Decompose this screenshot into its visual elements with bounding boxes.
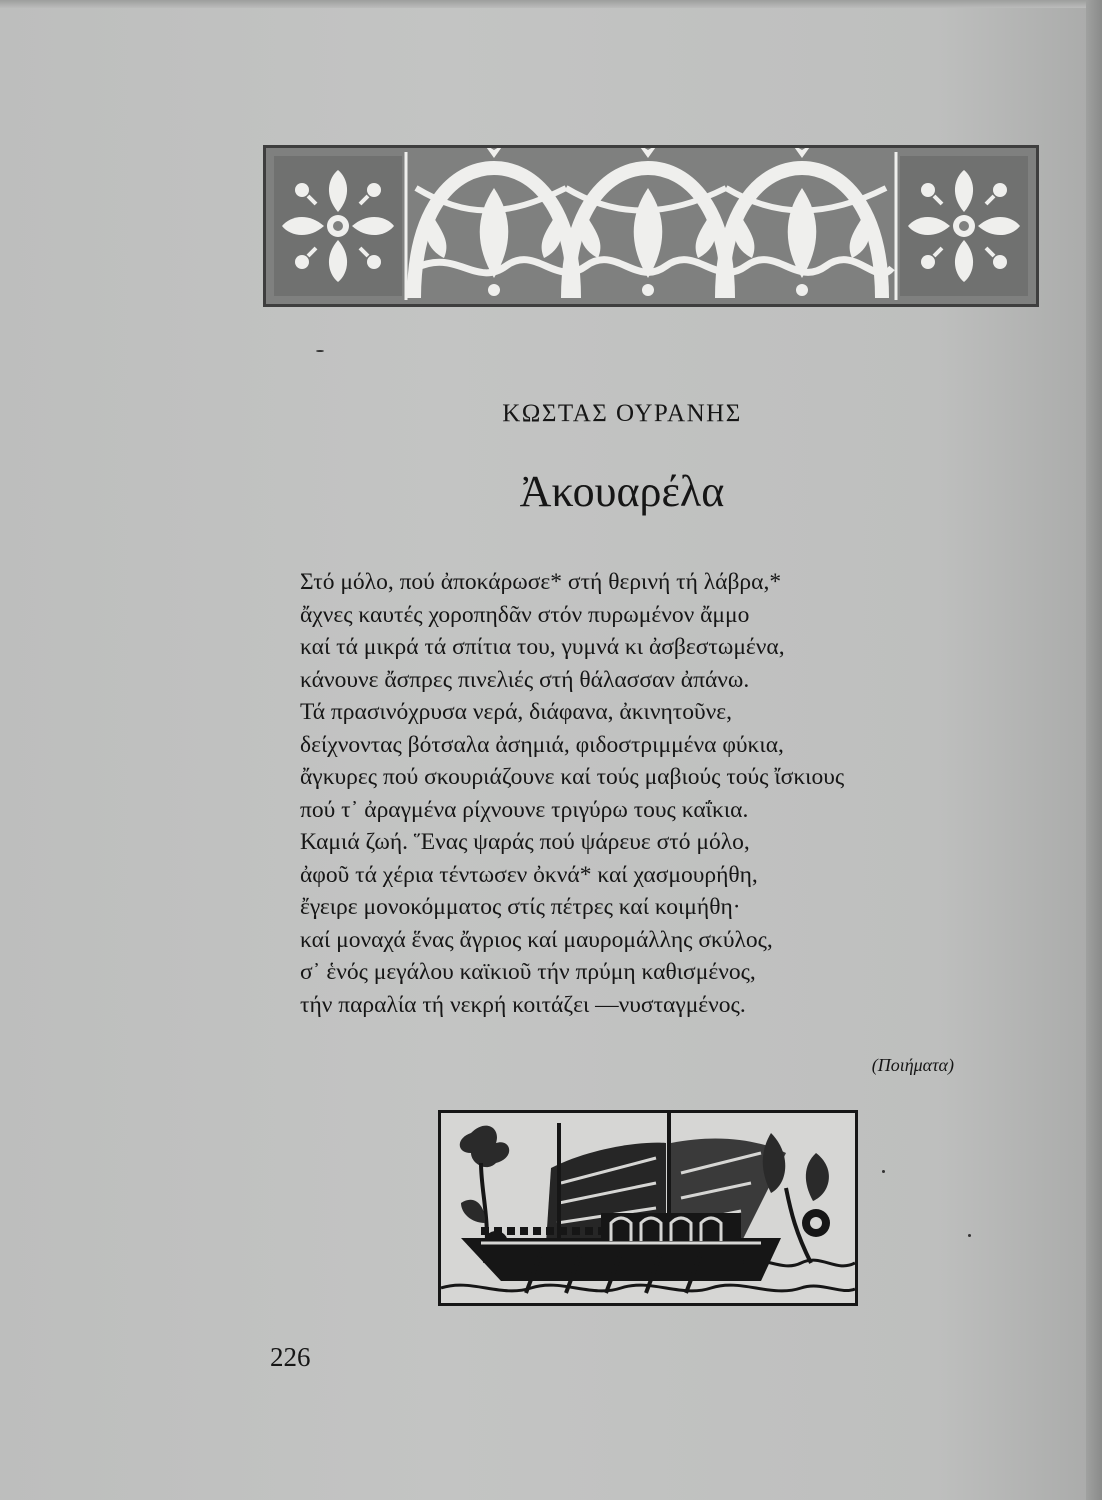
source-citation: (Ποιήματα) [871,1055,954,1075]
page-top-edge [0,0,1102,8]
poem-line: κάνουνε ἄσπρες πινελιές στή θάλασσαν ἀπάνω. [300,666,750,693]
floral-ornament-icon [263,145,1039,307]
print-speck [882,1170,885,1173]
poem-line: καί μοναχά ἕνας ἄγριος καί μαυρομάλλης σκύλος, [300,926,773,953]
poem-line: καί τά μικρά τά σπίτια του, γυμνά κι ἀσβεστωμένα, [300,634,785,660]
page-number: 226 [270,1342,311,1372]
poem-line: πού τ᾽ ἀραγμένα ρίχνουνε τριγύρω τους καΐκια. [300,796,749,823]
poem-line: ἄγκυρες πού σκουριάζουνε καί τούς μαβιούς τούς ἴσκιους [300,764,845,790]
poem-line: δείχνοντας βότσαλα ἀσημιά, φιδοστριμμένα φύκια, [300,731,784,758]
poem-line: σ᾽ ἑνός μεγάλου καϊκιοῦ τήν πρύμη καθισμένος, [300,959,756,985]
poem-line: Στό μόλο, πού ἀποκάρωσε* στή θερινή τή λάβρα,* [300,569,782,595]
author-name: ΚΩΣΤΑΣ ΟΥΡΑΝΗΣ [502,400,742,427]
poem-line: ἔγειρε μονοκόμματος στίς πέτρες καί κοιμήθη· [300,894,741,920]
poem-line: τήν παραλία τή νεκρή κοιτάζει —νυσταγμένος. [300,991,746,1018]
ship-vignette-icon [438,1110,858,1306]
poem-line: ἄχνες καυτές χοροπηδᾶν στόν πυρωμένον ἄμμο [300,601,750,628]
poem-title: Ἀκουαρέλα [519,467,725,516]
print-speck [968,1234,971,1237]
poem-line: ἀφοῦ τά χέρια τέντωσεν ὀκνά* καί χασμουρήθη, [300,861,758,888]
poem-line: Καμιά ζωή. Ἕνας ψαράς πού ψάρευε στό μόλο, [300,829,750,855]
poem-line: Τά πρασινόχρυσα νερά, διάφανα, ἀκινητοῦνε, [300,699,732,725]
print-speck [316,350,324,352]
page-gutter-shadow [1086,0,1102,1500]
poem-text [300,566,960,1021]
